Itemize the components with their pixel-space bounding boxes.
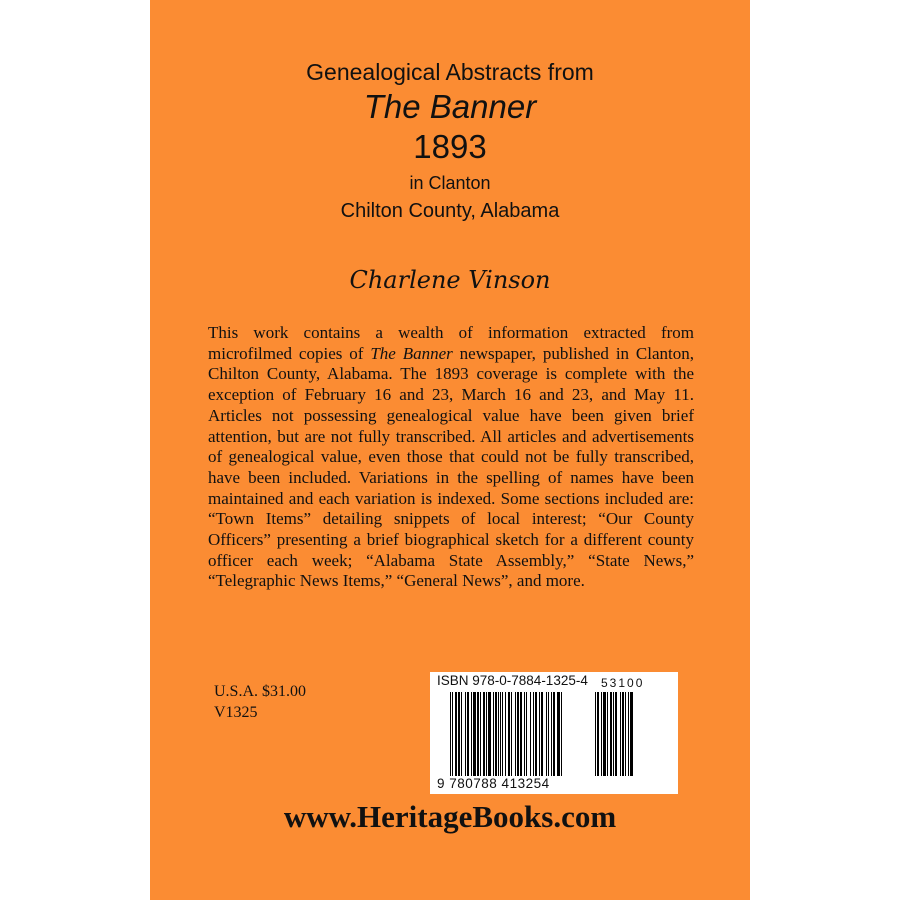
barcode-bar [625, 692, 626, 776]
barcode-bar [620, 692, 621, 776]
barcode-addon-bars [595, 692, 655, 776]
barcode-digits: 9 780788 413254 [437, 776, 550, 791]
barcode-bar [483, 692, 485, 776]
barcode-bar [502, 692, 503, 776]
barcode-bar [561, 692, 562, 776]
barcode-bar [520, 692, 522, 776]
barcode-bar [535, 692, 537, 776]
barcode-bar [546, 692, 547, 776]
barcode-bar [630, 692, 633, 776]
price-block [214, 681, 306, 723]
barcode-bar [610, 692, 612, 776]
barcode-bar [450, 692, 451, 776]
description-italic-title: The Banner [370, 343, 453, 363]
isbn-label: ISBN 978-0-7884-1325-4 [437, 673, 588, 688]
barcode-bar [465, 692, 466, 776]
barcode-bar [524, 692, 525, 776]
barcode-bar [601, 692, 602, 776]
product-code: V1325 [214, 704, 258, 721]
barcode-bar [493, 692, 494, 776]
barcode-bar [539, 692, 540, 776]
barcode-bar [548, 692, 549, 776]
barcode-bar [557, 692, 560, 776]
barcode-bar [615, 692, 617, 776]
price-label: U.S.A. $31.00 [214, 683, 307, 700]
barcode-bar [505, 692, 506, 776]
barcode-bar [515, 692, 516, 776]
title-line-1: Genealogical Abstracts from [306, 59, 594, 85]
book-description [208, 323, 694, 592]
barcode-bar [517, 692, 519, 776]
barcode-bar [480, 692, 481, 776]
description-text-1: This work contains a wealth of information extracted from microfilmed copies of [208, 323, 694, 363]
title-newspaper-name: The Banner [363, 88, 537, 125]
barcode-main-bars [450, 692, 590, 776]
title-town: in Clanton [409, 173, 491, 193]
barcode-bar [498, 692, 499, 776]
barcode-bar [500, 692, 501, 776]
barcode-bar [458, 692, 460, 776]
barcode-bar [541, 692, 543, 776]
barcode-bar [455, 692, 457, 776]
book-back-cover [150, 0, 750, 900]
barcode-bar [486, 692, 487, 776]
description-text-2: newspaper, published in Clanton, Chilton County, Alabama. The 1893 coverage is complete with the exception of February 16 and 23, March 16 and 23, and May 11. Articles not possessing genealogical value have been given brief attention, but are not fully transcribed. All articles and advertisements of genealogical value, even those that could not be fully transcribed, have been included. Variations in the spelling of names have been maintained and each variation is indexed. Some sections included are: “Town Items” detailing snippets of local interest; “Our County Officers” presenting a brief biographical sketch for a different county officer each week; “Alabama State Assembly,” “State News,” “Telegraphic News Items,” “General News”, and more. [208, 343, 695, 591]
barcode-bar [551, 692, 552, 776]
barcode-bar [530, 692, 531, 776]
barcode-bar [597, 692, 599, 776]
author-name: Charlene Vinson [349, 266, 551, 294]
barcode-bar [553, 692, 555, 776]
barcode-bar [526, 692, 527, 776]
barcode-bar [607, 692, 608, 776]
title-year: 1893 [413, 128, 487, 165]
barcode-bar [477, 692, 479, 776]
barcode-bar [461, 692, 462, 776]
barcode-bar [467, 692, 469, 776]
barcode-bar [595, 692, 596, 776]
barcode-bar [488, 692, 491, 776]
barcode-bar [471, 692, 472, 776]
barcode-bar [613, 692, 614, 776]
barcode-bar [628, 692, 629, 776]
barcode-bar [473, 692, 476, 776]
barcode-bar [533, 692, 534, 776]
barcode-bar [622, 692, 624, 776]
barcode-bar [508, 692, 510, 776]
barcode-bar [511, 692, 512, 776]
publisher-website: www.HeritageBooks.com [283, 799, 617, 834]
barcode-addon-digits: 53100 [601, 676, 645, 690]
barcode-bar [452, 692, 453, 776]
barcode-bar [495, 692, 497, 776]
isbn-barcode [430, 672, 678, 794]
barcode-bar [603, 692, 606, 776]
title-county-state: Chilton County, Alabama [340, 200, 560, 222]
